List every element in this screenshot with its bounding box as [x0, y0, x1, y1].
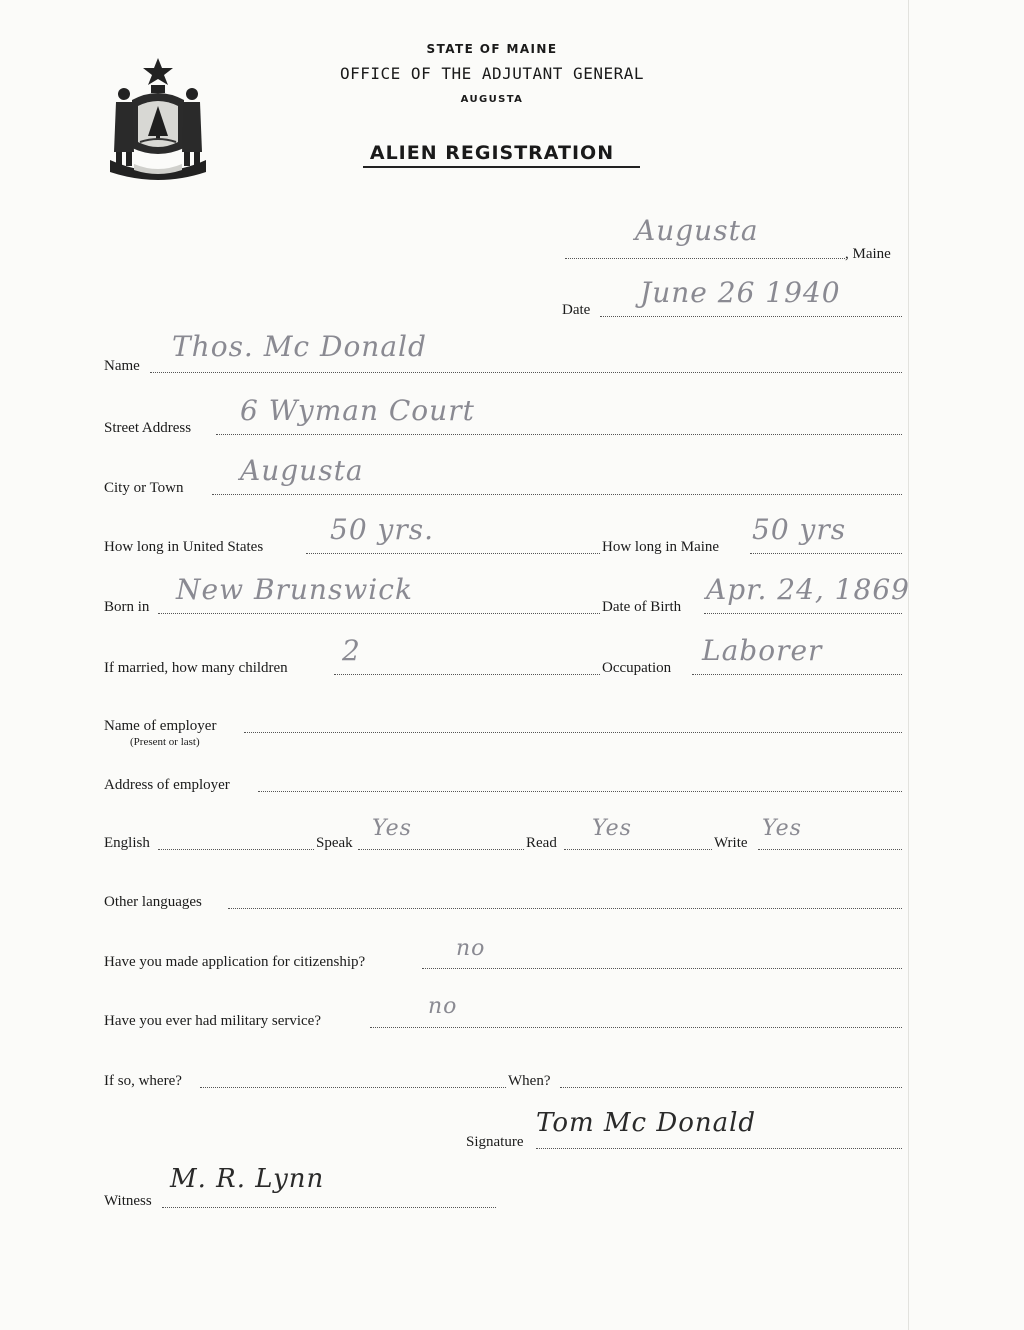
write-label: Write: [714, 835, 748, 851]
born-in-value: New Brunswick: [176, 573, 413, 606]
place-value: Augusta: [635, 214, 759, 247]
occupation-value: Laborer: [702, 634, 823, 667]
how-long-maine-label: How long in Maine: [602, 539, 720, 555]
witness-label: Witness: [104, 1193, 152, 1209]
how-long-maine-line: [750, 553, 902, 554]
city-label: City or Town: [104, 480, 184, 496]
speak-value: Yes: [372, 816, 412, 841]
dob-value: Apr. 24, 1869: [706, 573, 910, 606]
occupation-label: Occupation: [602, 660, 672, 676]
english-label: English: [104, 835, 150, 851]
where-label: If so, where?: [104, 1073, 182, 1089]
name-value: Thos. Mc Donald: [172, 330, 427, 363]
other-languages-line: [228, 908, 902, 909]
read-label: Read: [526, 835, 557, 851]
where-line: [200, 1087, 506, 1088]
street-line: [216, 434, 902, 435]
how-long-us-value: 50 yrs.: [330, 513, 435, 546]
employer-address-label: Address of employer: [104, 777, 230, 793]
street-value: 6 Wyman Court: [240, 394, 475, 427]
citizenship-line: [422, 968, 902, 969]
write-line: [758, 849, 902, 850]
born-in-line: [158, 613, 600, 614]
how-long-maine-value: 50 yrs: [752, 513, 847, 546]
city-value: Augusta: [240, 454, 364, 487]
born-in-label: Born in: [104, 599, 150, 615]
occupation-line: [692, 674, 902, 675]
dob-label: Date of Birth: [602, 599, 682, 615]
date-line: [600, 316, 902, 317]
dob-line: [704, 613, 902, 614]
maine-label: , Maine: [845, 246, 891, 262]
name-label: Name: [104, 358, 140, 374]
english-line: [158, 849, 314, 850]
military-line: [370, 1027, 902, 1028]
citizenship-label: Have you made application for citizenship?: [104, 954, 366, 970]
when-label: When?: [508, 1073, 551, 1089]
signature-line: [536, 1148, 902, 1149]
children-line: [334, 674, 600, 675]
write-value: Yes: [762, 816, 802, 841]
signature-label: Signature: [466, 1134, 524, 1150]
signature-value: Tom Mc Donald: [536, 1108, 757, 1138]
date-value: June 26 1940: [640, 276, 841, 309]
how-long-us-line: [306, 553, 600, 554]
read-value: Yes: [592, 816, 632, 841]
when-line: [560, 1087, 902, 1088]
speak-line: [358, 849, 524, 850]
page-edge-line: [908, 0, 909, 1330]
children-label: If married, how many children: [104, 660, 288, 676]
city-heading: AUGUSTA: [460, 94, 524, 105]
date-label: Date: [562, 302, 591, 318]
employer-name-line: [244, 732, 902, 733]
place-line: [565, 258, 845, 259]
city-line: [212, 494, 902, 495]
witness-line: [162, 1207, 496, 1208]
citizenship-value: no: [456, 936, 486, 961]
read-line: [564, 849, 712, 850]
employer-name-label: Name of employer: [104, 718, 217, 734]
state-heading: STATE OF MAINE: [426, 42, 558, 56]
witness-value: M. R. Lynn: [170, 1164, 325, 1194]
military-label: Have you ever had military service?: [104, 1013, 321, 1029]
title-underline: [363, 166, 640, 168]
employer-name-sublabel: (Present or last): [130, 736, 200, 748]
street-label: Street Address: [104, 420, 192, 436]
military-value: no: [428, 994, 458, 1019]
children-value: 2: [342, 634, 361, 667]
form-title: ALIEN REGISTRATION: [369, 142, 615, 164]
other-languages-label: Other languages: [104, 894, 202, 910]
how-long-us-label: How long in United States: [104, 539, 264, 555]
office-heading: OFFICE OF THE ADJUTANT GENERAL: [340, 64, 644, 83]
name-line: [150, 372, 902, 373]
employer-address-line: [258, 791, 902, 792]
speak-label: Speak: [316, 835, 353, 851]
